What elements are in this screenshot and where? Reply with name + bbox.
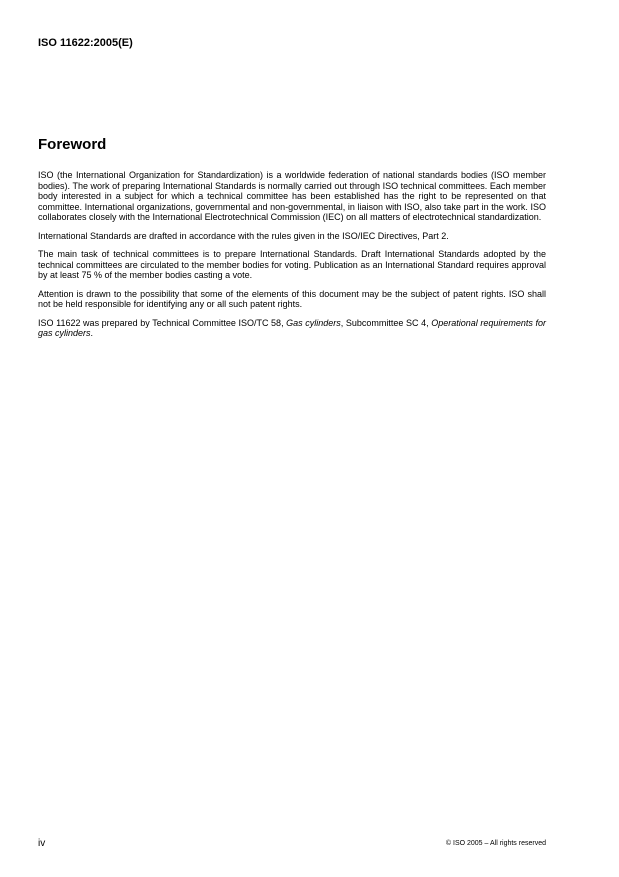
- preparation-text-continued: , Subcommittee SC 4,: [340, 317, 432, 328]
- preparation-text-end: .: [90, 328, 94, 338]
- preparation-text: ISO 11622 was prepared by Technical Committee ISO/TC 58,: [38, 317, 287, 328]
- document-id-header: ISO 11622:2005(E): [38, 37, 133, 49]
- paragraph-preparation: [38, 318, 546, 339]
- page-title: Foreword: [38, 136, 107, 153]
- foreword-body: [38, 170, 546, 347]
- paragraph-drafting-rules: International Standards are drafted in accordance with the rules given in the ISO/IEC Directives, Part 2.: [38, 230, 449, 241]
- paragraph-patent-notice: Attention is drawn to the possibility that some of the elements of this document may be the subject of patent rights. ISO shall not be held responsible for identifying any or all such patent rights.: [38, 288, 546, 309]
- committee-name: Gas cylinders: [286, 317, 341, 328]
- paragraph-committee-task: The main task of technical committees is to prepare International Standards. Draft International Standards adopted by the technical committees are circulated to the member bodies for voting. Publication as an International Standard requires approval by at least 75 % of the member bodies casting a vote.: [38, 249, 546, 280]
- paragraph-iso-intro: ISO (the International Organization for Standardization) is a worldwide federation of national standards bodies (ISO member bodies). The work of preparing International Standards is normally carried out through ISO technical committees. Each member body interested in a subject for which a technical committee has been established has the right to be represented on that committee. International organizations, governmental and non-governmental, in liaison with ISO, also take part in the work. ISO collaborates closely with the International Electrotechnical Commission (IEC) on all matters of electrotechnical standardization.: [38, 170, 546, 222]
- page-number: iv: [38, 838, 46, 849]
- copyright-notice: © ISO 2005 – All rights reserved: [445, 840, 546, 847]
- subcommittee-name: Operational requirements for gas cylinders: [38, 317, 546, 338]
